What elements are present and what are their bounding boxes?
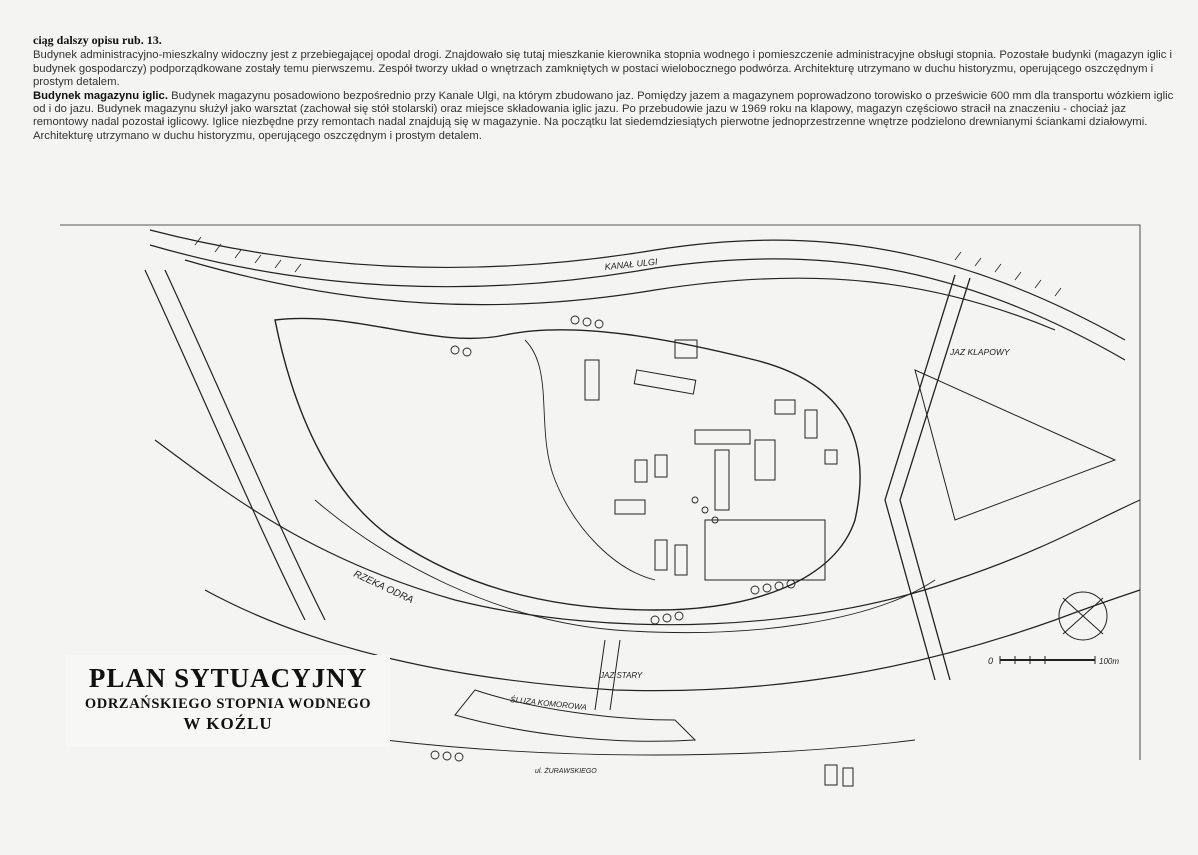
scale-end: 100m	[1099, 657, 1120, 666]
warehouse-paragraph: Budynek magazynu posadowiono bezpośrednio przy Kanale Ulgi, na którym zbudowano jaz. Pomiędzy jazem a magazynem poprowadzono torowisko o prześwicie 600 mm dla transportu wózkiem iglic od i do jazu. Budynek magazynu służył jako warsztat (zachował się stół stolarski) oraz miejsce składowania iglic jazu. Po przebudowie jazu w 1969 roku na klapowy, magazyn częściowo stracił na znaczeniu - chociaż jaz remontowy nadal pozostał iglicowy. Iglice niezbędne przy remontach nadal znajdują się w magazynie. Na początku lat siedemdziesiątych pierwotne jednoprzestrzenne wnętrze podzielono drewnianymi ściankami działowymi. Architekturę utrzymano w duchu historyzmu, operującego oszczędnym i prostym detalem.	[33, 89, 1174, 142]
street-label: ul. ŻURAWSKIEGO	[535, 768, 597, 775]
continuation-heading: ciąg dalszy opisu rub. 13.	[33, 33, 162, 47]
plan-title-block	[66, 655, 390, 747]
river-label: RZEKA ODRA	[351, 568, 415, 607]
plan-subtitle: ODRZAŃSKIEGO STOPNIA WODNEGO	[84, 696, 372, 712]
scale-start: 0	[988, 656, 994, 666]
flap-weir-label: JAZ KLAPOWY	[950, 347, 1010, 357]
lock-label: ŚLUZA KOMOROWA	[509, 695, 588, 713]
canal-label: KANAŁ ULGI	[604, 256, 658, 272]
old-weir-label: JAZ STARY	[600, 671, 643, 680]
plan-title: PLAN SYTUACYJNY	[88, 663, 368, 693]
description-text	[33, 34, 1183, 143]
admin-building-paragraph: Budynek administracyjno-mieszkalny widoczny jest z przebiegającej opodal drogi. Znajdowało się tutaj mieszkanie kierownika stopnia wodnego i pomieszczenie administracyjne obsługi stopnia. Pozostałe budynki (magazyn iglic i budynek gospodarczy) podporządkowane zostały temu pierwszemu. Zespół tworzy układ o wnętrzach zamkniętych w postaci wielobocznego podwórza. Architekturę utrzymano w duchu historyzmu, operującego oszczędnym i prostym detalem.	[33, 49, 1173, 89]
plan-location: W KOŹLU	[183, 714, 273, 733]
warehouse-heading: Budynek magazynu iglic.	[33, 89, 168, 102]
